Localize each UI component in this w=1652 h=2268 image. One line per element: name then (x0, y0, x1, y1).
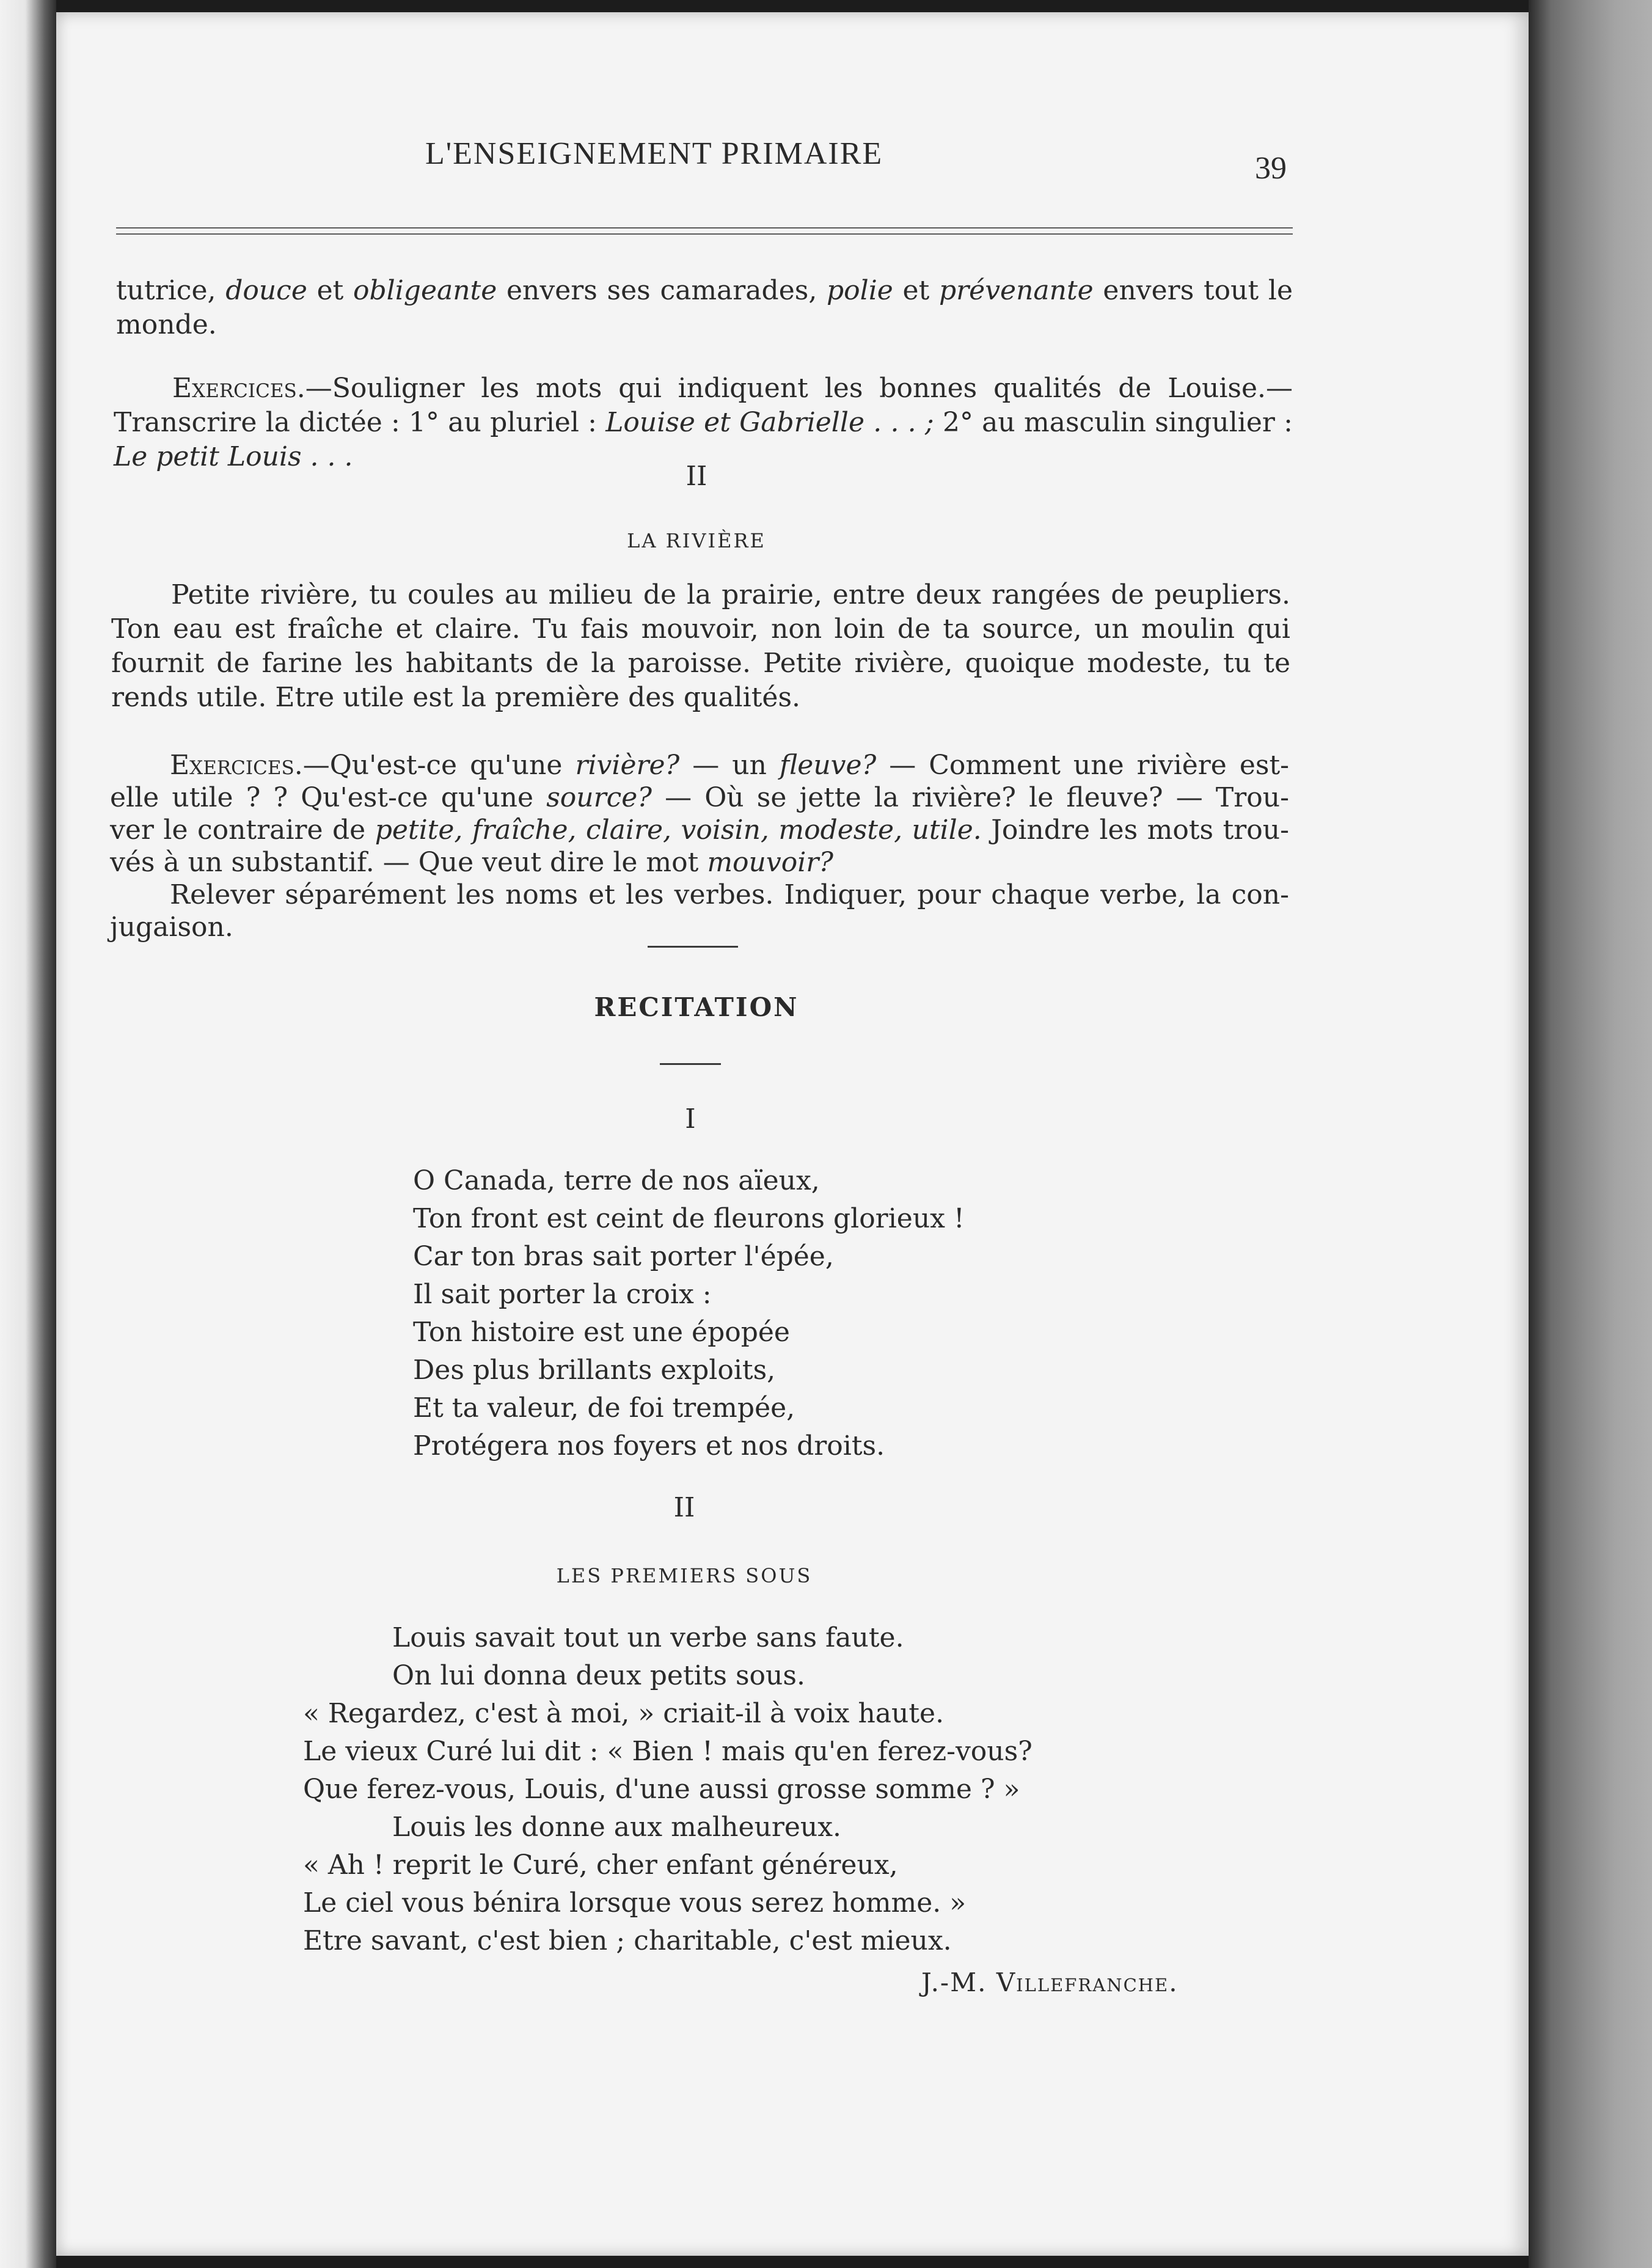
left-page-strip (0, 0, 56, 2268)
exercices-1-line-2: Transcrire la dictée : 1° au pluriel : Louise et Gabrielle . . . ; 2° au masculin singulier : (114, 407, 1293, 438)
poem-1-line: O Canada, terre de nos aïeux, (413, 1165, 820, 1196)
poem-1-line: Car ton bras sait porter l'épée, (413, 1241, 834, 1272)
recitation-divider (660, 1063, 721, 1065)
poem-2-line: Louis savait tout un verbe sans faute. (392, 1622, 904, 1653)
exercices-2-line-6: jugaison. (110, 912, 233, 943)
poem-2-line: Le ciel vous bénira lorsque vous serez homme. » (303, 1887, 967, 1919)
intro-line-2: monde. (116, 309, 217, 340)
poem-author: J.-M. Villefranche. (921, 1967, 1179, 1997)
poem-les-premiers-sous (303, 1619, 1032, 1960)
exercices-2-line-4: vés à un substantif. — Que veut dire le mot mouvoir? (110, 847, 833, 878)
poem-1-line: Et ta valeur, de foi trempée, (413, 1392, 795, 1424)
riviere-line-4: rends utile. Etre utile est la première des qualités. (111, 682, 801, 713)
intro-paragraph (116, 274, 1293, 342)
book-edge (1529, 0, 1652, 2268)
recitation-part-2-title: LES PREMIERS SOUS (556, 1564, 813, 1587)
riviere-line-1: Petite rivière, tu coules au milieu de la prairie, entre deux rangées de peupliers. (171, 579, 1290, 610)
poem-1-line: Ton histoire est une épopée (413, 1317, 790, 1348)
section-2-numeral: II (685, 461, 707, 492)
exercices-1-line-3: Le petit Louis . . . (114, 441, 353, 472)
poem-2-line: Etre savant, c'est bien ; charitable, c'est mieux. (303, 1925, 952, 1956)
section-2-title: LA RIVIÈRE (627, 529, 766, 552)
exercices-2-line-2: elle utile ? ? Qu'est-ce qu'une source? — Où se jette la rivière? le fleuve? — Trou- (110, 782, 1289, 813)
exercices-2-line-5: Relever séparément les noms et les verbes. Indiquer, pour chaque verbe, la con- (170, 879, 1289, 910)
recitation-title: RECITATION (594, 992, 799, 1022)
riviere-line-2: Ton eau est fraîche et claire. Tu fais mouvoir, non loin de ta source, un moulin qui (111, 613, 1290, 645)
riviere-line-3: fournit de farine les habitants de la paroisse. Petite rivière, quoique modeste, tu te (111, 648, 1290, 679)
poem-2-line: On lui donna deux petits sous. (392, 1660, 805, 1691)
recitation-part-1-numeral: I (685, 1103, 696, 1135)
poem-2-line: Le vieux Curé lui dit : « Bien ! mais qu'en ferez-vous? (303, 1736, 1032, 1767)
poem-2-line: Que ferez-vous, Louis, d'une aussi grosse somme ? » (303, 1774, 1020, 1805)
poem-1-line: Protégera nos foyers et nos droits. (413, 1430, 885, 1461)
poem-2-line: « Ah ! reprit le Curé, cher enfant généreux, (303, 1849, 898, 1881)
intro-line-1: tutrice, douce et obligeante envers ses camarades, polie et prévenante envers tout le (116, 275, 1293, 306)
riviere-paragraph (111, 578, 1290, 715)
page-number: 39 (1255, 151, 1287, 186)
poem-2-line: « Regardez, c'est à moi, » criait-il à voix haute. (303, 1698, 945, 1729)
exercices-2 (110, 749, 1289, 943)
exercices-1-line-1: Exercices.—Souligner les mots qui indiquent les bonnes qualités de Louise.— (172, 373, 1293, 404)
poem-1-line: Ton front est ceint de fleurons glorieux ! (413, 1203, 965, 1234)
poem-o-canada (413, 1162, 965, 1465)
poem-2-line: Louis les donne aux malheureux. (392, 1812, 842, 1843)
exercices-1 (114, 371, 1293, 474)
exercices-2-line-1: Exercices.—Qu'est-ce qu'une rivière? — un fleuve? — Comment une rivière est- (170, 750, 1289, 781)
section-divider (648, 946, 738, 948)
exercices-label: Exercices. (172, 373, 305, 404)
poem-1-line: Des plus brillants exploits, (413, 1355, 776, 1386)
header-rule (116, 227, 1293, 235)
running-head: L'ENSEIGNEMENT PRIMAIRE (425, 136, 883, 171)
recitation-part-2-numeral: II (673, 1492, 695, 1523)
poem-1-line: Il sait porter la croix : (413, 1279, 712, 1310)
exercices-2-line-3: ver le contraire de petite, fraîche, claire, voisin, modeste, utile. Joindre les mots trou- (110, 814, 1289, 846)
